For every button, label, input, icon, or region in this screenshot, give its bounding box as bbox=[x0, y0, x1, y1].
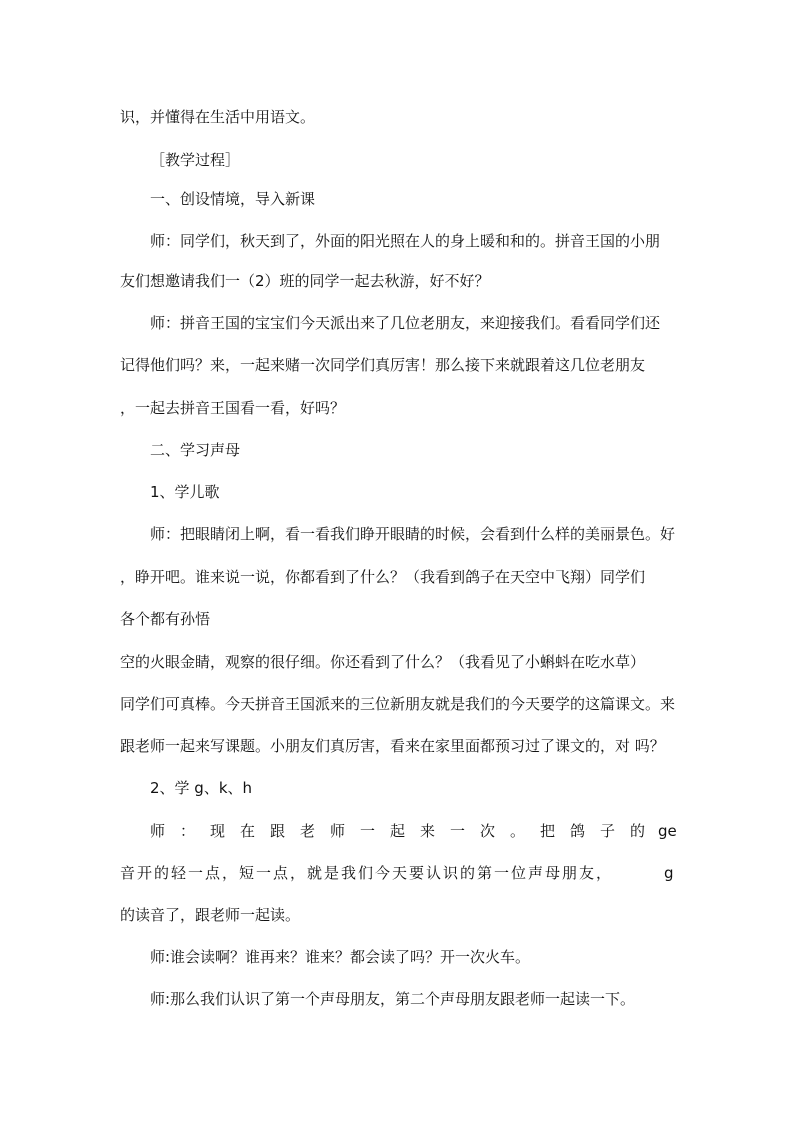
paragraph-line: 空的火眼金睛，观察的很仔细。你还看到了什么？（我看见了小蝌蚪在吃水草） bbox=[120, 653, 646, 671]
paragraph-line: 跟老师一起来写课题。小朋友们真厉害，看来在家里面都预习过了课文的，对 吗？ bbox=[120, 737, 665, 755]
paragraph-line: 记得他们吗？来，一起来赌一次同学们真厉害！那么接下来就跟着这几位老朋友 bbox=[120, 356, 646, 374]
paragraph-line: 各个都有孙悟 bbox=[120, 610, 211, 628]
pinyin-text: ge bbox=[658, 822, 677, 840]
section-heading: ［教学过程］ bbox=[150, 151, 241, 169]
paragraph-line: 师：现在跟老师一起来一次。把鸽子的 bbox=[150, 822, 661, 840]
section-heading: 二、学习声母 bbox=[150, 441, 241, 459]
paragraph-line: 的读音了，跟老师一起读。 bbox=[120, 906, 301, 924]
paragraph-line: 师：把眼睛闭上啊，看一看我们睁开眼睛的时候，会看到什么样的美丽景色。好 bbox=[150, 525, 676, 543]
paragraph-line: 师:那么我们认识了第一个声母朋友，第二个声母朋友跟老师一起读一下。 bbox=[150, 990, 636, 1008]
paragraph-line: 师:谁会读啊？谁再来？谁来？都会读了吗？开一次火车。 bbox=[150, 948, 531, 966]
subsection-heading: 1、学儿歌 bbox=[150, 483, 220, 501]
paragraph-line: 友们想邀请我们一（2）班的同学一起去秋游，好不好？ bbox=[120, 272, 490, 290]
paragraph-line: ，一起去拼音王国看一看，好吗？ bbox=[120, 399, 346, 417]
paragraph-line: 师：同学们，秋天到了，外面的阳光照在人的身上暖和和的。拼音王国的小朋 bbox=[150, 232, 661, 250]
paragraph-line: 识，并懂得在生活中用语文。 bbox=[120, 108, 316, 126]
paragraph-line: 师：拼音王国的宝宝们今天派出来了几位老朋友，来迎接我们。看看同学们还 bbox=[150, 314, 661, 332]
paragraph-line: 同学们可真棒。今天拼音王国派来的三位新朋友就是我们的今天要学的这篇课文。来 bbox=[120, 695, 676, 713]
section-heading: 一、创设情境，导入新课 bbox=[150, 190, 316, 208]
subsection-heading: 2、学 g、k、h bbox=[150, 779, 253, 797]
paragraph-line: ，睁开吧。谁来说一说，你都看到了什么？（我看到鸽子在天空中飞翔）同学们 bbox=[120, 568, 646, 586]
pinyin-text: g bbox=[664, 864, 674, 882]
paragraph-line: 音开的轻一点，短一点，就是我们今天要认识的第一位声母朋友， bbox=[120, 864, 614, 882]
